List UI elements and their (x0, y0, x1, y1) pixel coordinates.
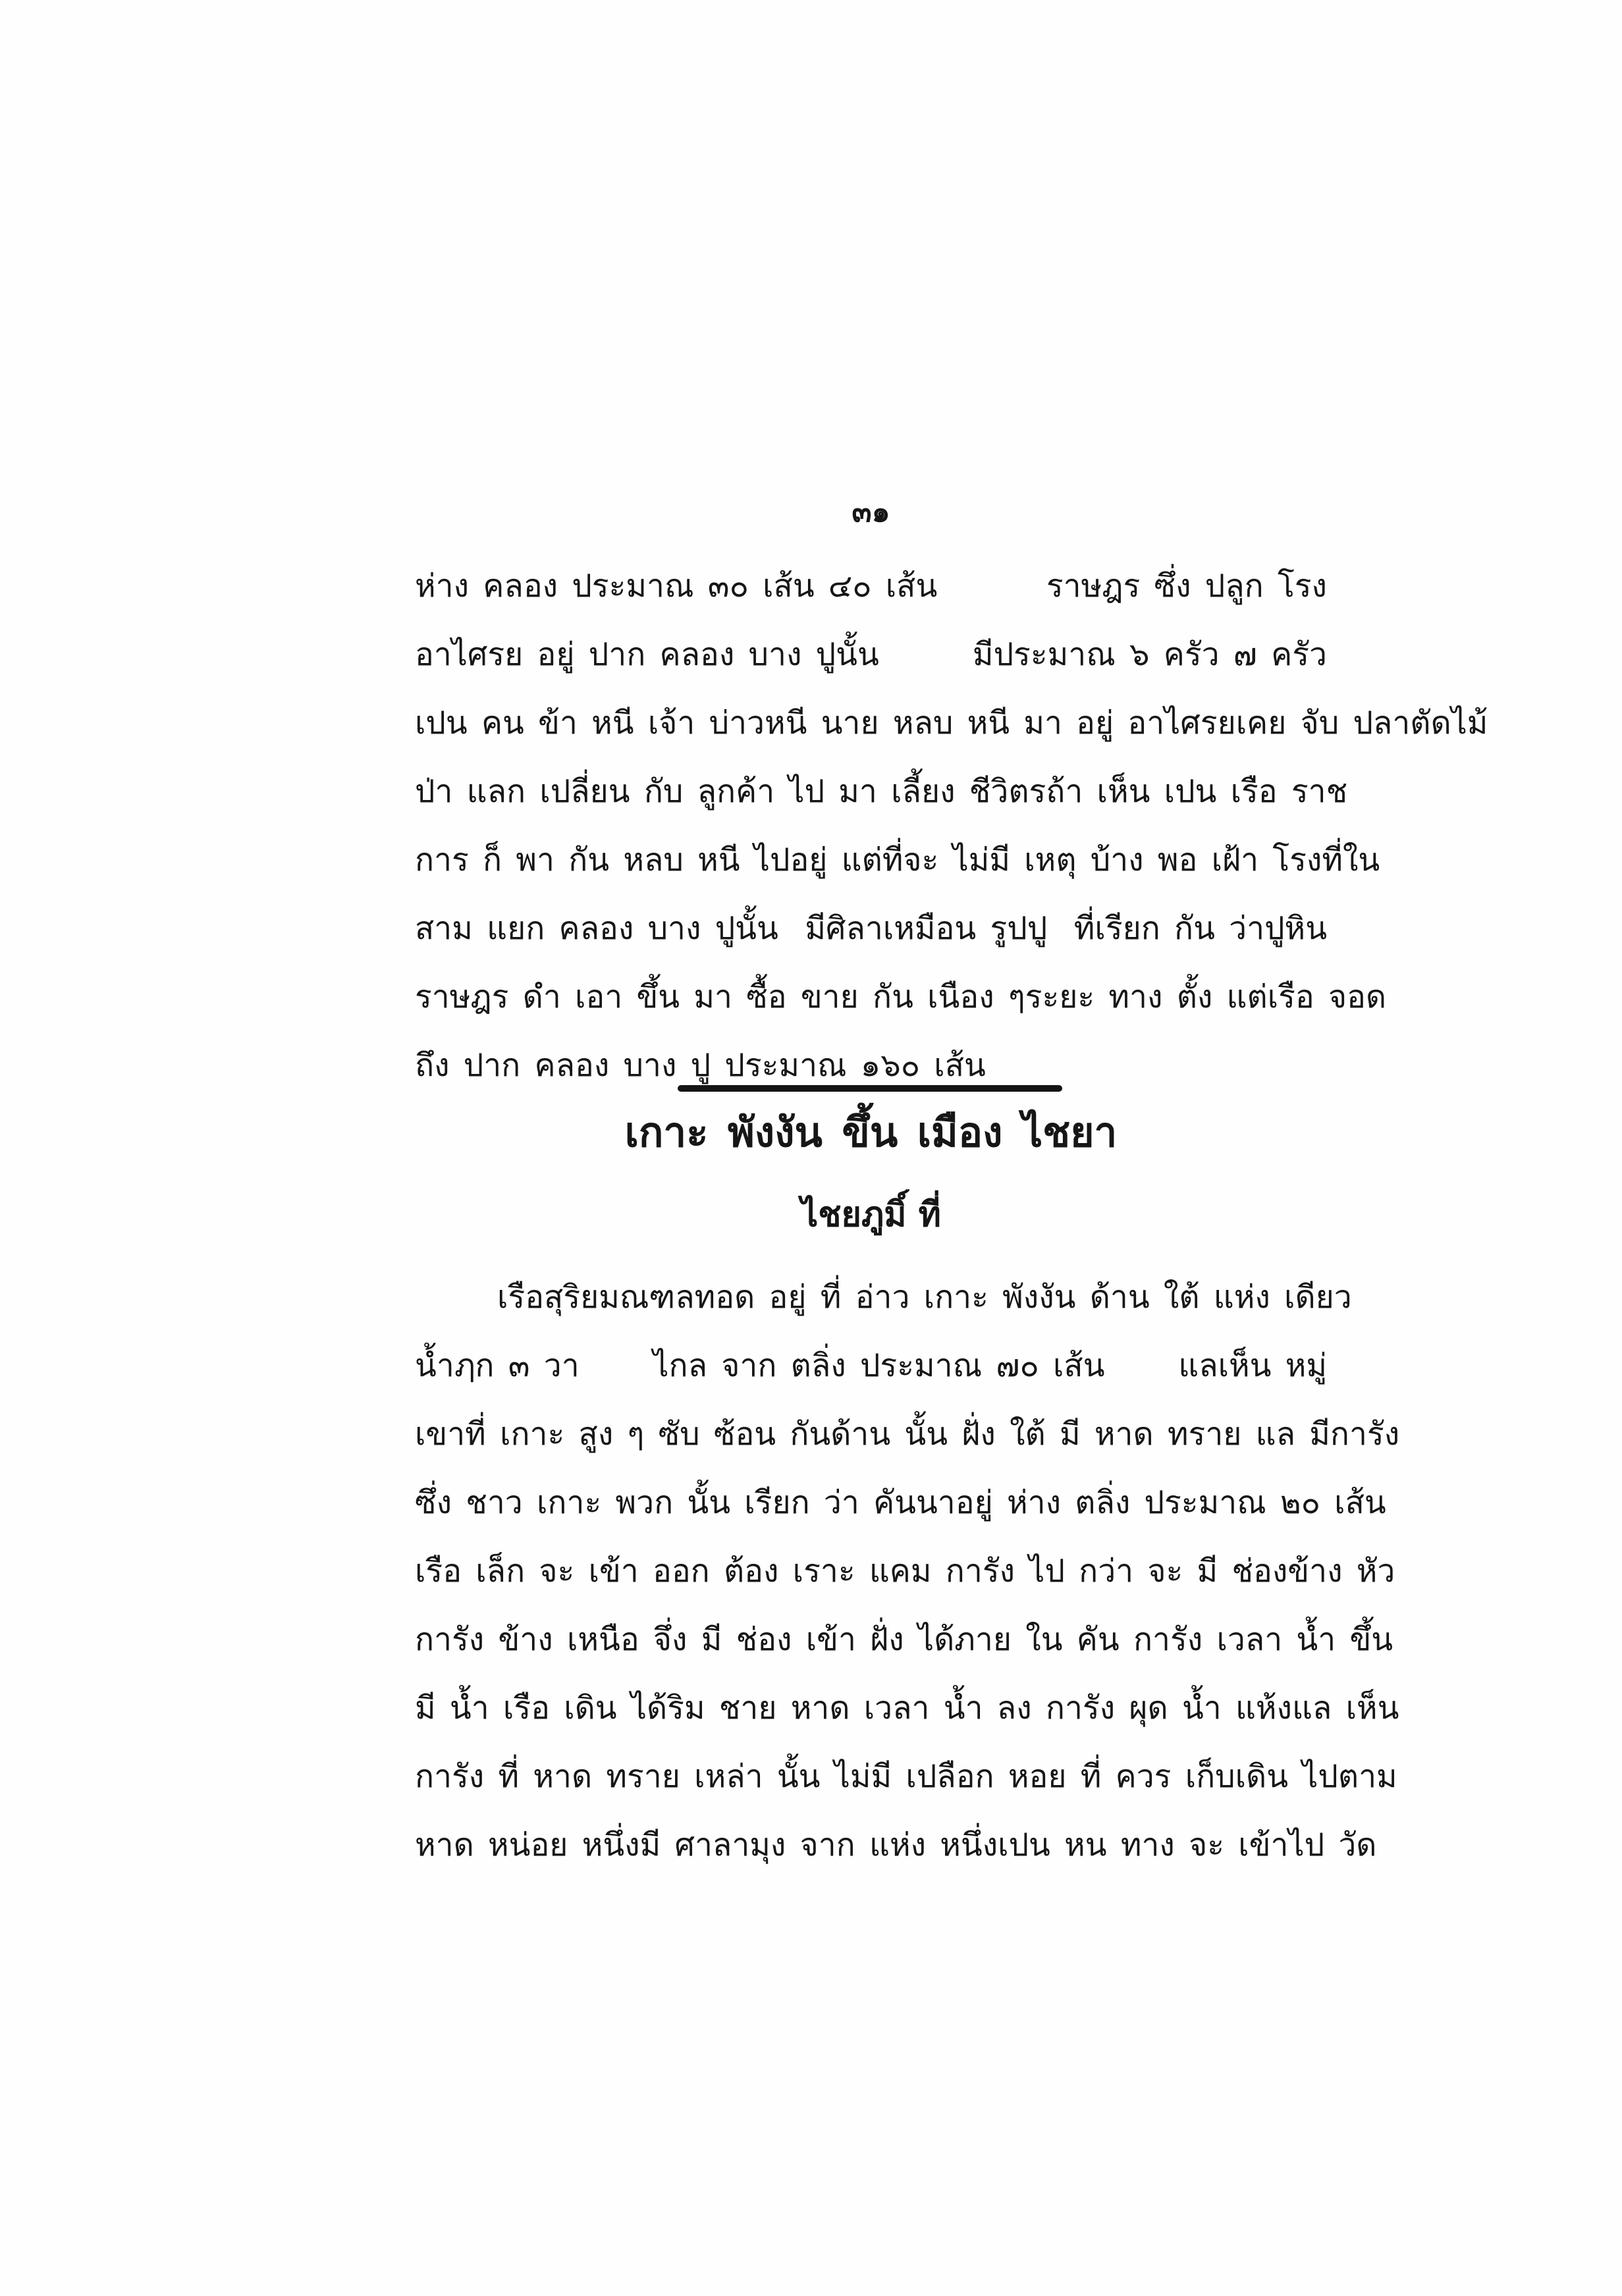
text-segment: มีศิลาเหมือน รูปปู (805, 909, 1048, 947)
text-line (415, 1400, 1400, 1468)
text-segment: ภาย ใน คัน การัง เวลา น้ำ ขึ้น (954, 1620, 1393, 1658)
text-segment: มีประมาณ ๖ ครัว ๗ ครัว (972, 635, 1327, 673)
section-heading: เกาะ พังงัน ขึ้น เมือง ไชยา (624, 1108, 1118, 1156)
text-segment: ระยะ ทาง ตั้ง แต่เรือ จอด (1025, 978, 1387, 1015)
text-segment: ราษฎร ซึ่ง ปลูก โรง (1046, 567, 1327, 604)
text-segment: มี ศาลามุง จาก แห่ง หนึ่ง (639, 1826, 998, 1863)
text-segment: เรือสุริยมณฑล (497, 1278, 695, 1316)
text-segment: แลเห็น หมู่ (1178, 1347, 1327, 1384)
text-segment: ที่เรียก กัน ว่าปูหิน (1073, 909, 1327, 947)
text-segment: ราษฎร ดำ เอา ขึ้น มา ซื้อ ขาย กัน เนือง ๆ (415, 978, 1025, 1015)
text-segment: ข้าง หัว (1287, 1552, 1395, 1589)
text-segment: ป่า แลก เปลี่ยน กับ ลูกค้า ไป มา เลี้ยง ชีวิตร (415, 772, 1046, 810)
text-line (415, 826, 1380, 894)
text-segment: สาม แยก คลอง บาง ปูนั้น (415, 909, 778, 947)
text-segment: ทอด อยู่ ที่ อ่าว เกาะ พังงัน ด้าน ใต้ แห่ง เดียว (694, 1278, 1352, 1316)
text-line (415, 963, 1387, 1031)
text-segment: ซึ่ง ชาว เกาะ พวก นั้น เรียก ว่า คันนา (415, 1483, 956, 1521)
text-line (415, 757, 1348, 826)
text-line (415, 894, 1327, 963)
page-number: ๓๑ (852, 495, 890, 529)
text-segment: ไกล จาก ตลิ่ง ประมาณ ๗๐ เส้น (653, 1347, 1105, 1384)
text-segment: มี น้ำ เรือ เดิน ได้ (415, 1689, 668, 1726)
text-segment: ด้าน นั้น ฝั่ง ใต้ มี หาด ทราย แล มีการัง (830, 1415, 1400, 1453)
text-segment: เขาที่ เกาะ สูง ๆ ซับ ซ้อน กัน (415, 1415, 831, 1453)
section-divider-rule (678, 1085, 1062, 1092)
text-segment: เคย จับ ปลาตัดไม้ (1235, 704, 1488, 741)
text-line (415, 1811, 1377, 1879)
text-line (415, 1537, 1395, 1605)
text-line (415, 620, 1327, 689)
text-line (415, 1605, 1393, 1674)
text-segment: ถ้า เห็น เปน เรือ ราช (1046, 772, 1348, 810)
paragraph-klong-bang-pu (415, 552, 1488, 1100)
text-segment: อยู่ ห่าง ตลิ่ง ประมาณ ๒๐ เส้น (955, 1483, 1386, 1521)
text-line (415, 689, 1488, 757)
text-segment: เปน คน ข้า หนี เจ้า บ่าวหนี นาย หลบ หนี มา อยู่ อาไศรย (415, 704, 1236, 741)
text-segment: เดิน ไปตาม (1235, 1757, 1397, 1795)
text-line (415, 552, 1327, 620)
text-segment: อยู่ แต่ที่จะ ไม่มี เหตุ บ้าง พอ เฝ้า โรง (790, 841, 1322, 878)
paragraph-ko-phangan (415, 1263, 1400, 1879)
text-line (415, 1263, 1352, 1331)
text-segment: การัง ข้าง เหนือ จึ่ง มี ช่อง เข้า ฝั่ง ได้ (415, 1620, 955, 1658)
text-segment: แล เห็น (1291, 1689, 1399, 1726)
text-line (415, 1468, 1386, 1537)
section-subheading: ไชยภูมิ์ ที่ (801, 1195, 941, 1235)
text-segment: หาด หน่อย หนึ่ง (415, 1826, 640, 1863)
text-segment: การ ก็ พา กัน หลบ หนี ไป (415, 841, 790, 878)
text-segment: ที่ใน (1322, 841, 1380, 878)
text-segment: น้ำฦก ๓ วา (415, 1347, 580, 1384)
text-segment: การัง ที่ หาด ทราย เหล่า นั้น ไม่มี เปลือก หอย ที่ ควร เก็บ (415, 1757, 1235, 1795)
text-segment: ถึง ปาก คลอง บาง ปู ประมาณ ๑๖๐ เส้น (415, 1046, 986, 1084)
text-segment: เรือ เล็ก จะ เข้า ออก ต้อง เราะ แคม การัง ไป กว่า จะ มี ช่อง (415, 1552, 1288, 1589)
text-segment: ริม ชาย หาด เวลา น้ำ ลง การัง ผุด น้ำ แห้ง (667, 1689, 1292, 1726)
text-segment: ห่าง คลอง ประมาณ ๓๐ เส้น ๔๐ เส้น (415, 567, 938, 604)
text-segment: อาไศรย อยู่ ปาก คลอง บาง ปูนั้น (415, 635, 879, 673)
text-line (415, 1331, 1327, 1400)
text-segment: เปน หน ทาง จะ เข้าไป วัด (998, 1826, 1377, 1863)
text-line (415, 1742, 1397, 1811)
text-line (415, 1674, 1399, 1742)
